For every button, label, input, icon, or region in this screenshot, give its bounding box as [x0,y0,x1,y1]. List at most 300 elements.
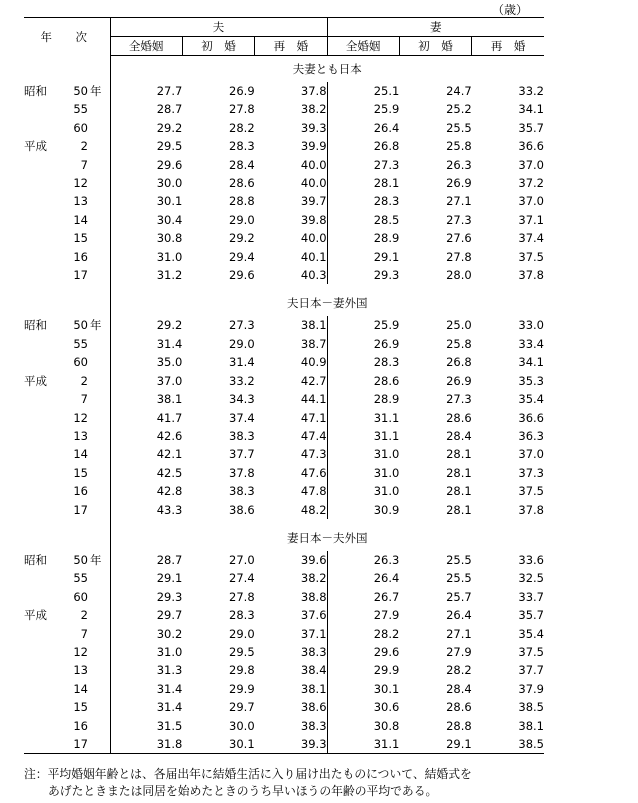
year-cell [24,266,110,284]
value-cell: 25.8 [446,139,472,154]
year-number: 12 [73,410,88,425]
value-cell: 38.5 [518,700,544,715]
value-cell: 25.5 [446,120,472,135]
header-row-1 [24,18,544,37]
table-row [24,390,544,408]
value-cell: 47.1 [300,410,327,425]
value-cell: 38.3 [300,644,327,659]
year-suffix: 年 [90,318,102,333]
year-number: 13 [73,428,88,443]
year-number: 17 [73,737,88,751]
value-cell: 29.1 [399,735,471,754]
value-cell: 40.9 [300,355,327,370]
value-cell: 35.7 [518,608,544,623]
value-cell: 26.8 [446,355,472,370]
value-cell: 38.6 [229,502,255,517]
table-body [24,56,544,754]
value-cell: 31.4 [229,355,255,370]
year-number: 17 [73,502,88,517]
value-cell: 31.8 [110,735,182,754]
value-cell: 27.3 [327,156,399,174]
value-cell: 33.7 [518,589,544,604]
value-cell: 28.3 [229,608,255,623]
value-cell: 28.8 [446,718,472,733]
table-row [24,119,544,137]
value-cell: 27.8 [229,102,255,117]
wife-header: 妻 [327,18,544,37]
year-suffix: 年 [90,84,102,98]
value-cell: 38.3 [229,428,255,443]
value-cell: 43.3 [156,502,183,517]
value-cell: 28.2 [327,625,399,643]
value-cell: 42.8 [156,484,183,499]
value-cell: 47.4 [300,428,327,443]
year-number: 17 [73,268,88,283]
value-cell: 28.9 [327,229,399,247]
value-cell: 37.0 [518,194,544,209]
table-row [24,353,544,371]
table-row [24,551,544,569]
section-header-row [24,290,544,316]
value-cell: 26.9 [446,373,472,388]
year-cell [24,174,110,192]
value-cell: 40.0 [300,176,327,191]
value-cell: 27.6 [446,231,472,246]
value-cell: 31.0 [327,464,399,482]
table-row [24,427,544,445]
year-number: 13 [73,663,88,678]
value-cell: 27.1 [446,626,472,641]
value-cell: 26.3 [446,157,472,172]
year-number: 16 [73,718,88,733]
value-cell: 42.7 [300,373,327,388]
value-cell: 38.1 [300,681,327,696]
value-cell: 38.1 [156,392,183,407]
value-cell: 33.2 [229,373,255,388]
value-cell: 26.9 [229,84,255,98]
value-cell: 35.4 [518,626,544,641]
value-cell: 28.0 [446,268,472,283]
year-cell [24,625,110,643]
value-cell: 30.0 [229,718,255,733]
value-cell: 28.5 [327,211,399,229]
value-cell: 30.2 [156,626,183,641]
table-row [24,569,544,587]
value-cell: 29.5 [156,139,183,154]
table-row [24,156,544,174]
value-cell: 29.3 [327,266,399,284]
value-cell: 41.7 [156,410,183,425]
value-cell: 38.6 [300,700,327,715]
value-cell: 27.7 [156,84,183,98]
year-cell [24,606,110,624]
value-cell: 28.6 [446,410,472,425]
section-year-cell [24,290,110,316]
value-cell: 29.2 [156,120,183,135]
value-cell: 26.8 [327,137,399,155]
value-cell: 25.8 [446,336,472,351]
value-cell: 28.6 [327,372,399,390]
value-cell: 35.3 [518,373,544,388]
value-cell: 25.1 [327,82,399,100]
value-cell: 37.7 [518,663,544,678]
value-cell: 37.5 [518,644,544,659]
value-cell: 37.8 [518,268,544,283]
value-cell: 37.4 [229,410,255,425]
value-cell: 27.3 [229,318,255,333]
value-cell: 42.5 [156,465,183,480]
value-cell: 38.2 [300,571,327,586]
value-cell: 37.1 [518,212,544,227]
table-row [24,409,544,427]
table-row [24,501,544,519]
table-row [24,445,544,463]
era-label: 昭和 [24,84,47,98]
value-cell: 29.9 [327,661,399,679]
era-label: 平成 [24,608,47,623]
value-cell: 37.9 [518,681,544,696]
value-cell: 30.1 [156,194,183,209]
value-cell: 28.6 [446,700,472,715]
value-cell: 39.3 [300,120,327,135]
value-cell: 37.0 [518,157,544,172]
value-cell: 25.7 [446,589,472,604]
year-cell [24,717,110,735]
value-cell: 47.6 [300,465,327,480]
year-number: 50 [73,318,88,333]
footnote [24,766,634,800]
value-cell: 29.9 [229,681,255,696]
value-cell: 29.1 [156,571,183,586]
value-cell: 39.7 [300,194,327,209]
value-cell: 28.4 [446,681,472,696]
value-cell: 26.4 [327,569,399,587]
value-cell: 28.1 [446,447,472,462]
year-cell [24,229,110,247]
value-cell: 27.8 [446,249,472,264]
year-suffix: 年 [90,552,102,567]
value-cell: 40.3 [300,268,327,283]
value-cell: 37.0 [156,373,183,388]
value-cell: 38.3 [300,718,327,733]
era-label: 昭和 [24,318,47,333]
value-cell: 25.5 [446,552,472,567]
year-number: 60 [73,355,88,370]
year-cell [24,569,110,587]
year-cell [24,390,110,408]
value-cell: 38.2 [300,102,327,117]
value-cell: 29.6 [327,643,399,661]
table-row [24,174,544,192]
value-cell: 24.7 [446,84,472,98]
value-cell: 27.3 [446,212,472,227]
value-cell: 47.8 [300,484,327,499]
value-cell: 30.6 [327,698,399,716]
value-cell: 40.1 [300,249,327,264]
sub-header-first-marriage: 初 婚 [182,37,254,56]
year-column-header: 年 次 [24,18,110,56]
section-header-row [24,56,544,83]
year-cell [24,372,110,390]
value-cell: 29.5 [229,644,255,659]
year-number: 2 [80,373,88,388]
year-cell [24,156,110,174]
year-cell [24,137,110,155]
year-cell [24,100,110,118]
value-cell: 37.8 [300,84,327,98]
year-cell [24,248,110,266]
value-cell: 38.3 [229,484,255,499]
year-number: 14 [73,447,88,462]
table-row [24,588,544,606]
value-cell: 28.1 [446,465,472,480]
year-cell [24,735,110,754]
value-cell: 38.8 [300,589,327,604]
value-cell: 26.9 [446,176,472,191]
value-cell: 36.3 [518,428,544,443]
value-cell: 37.3 [518,465,544,480]
sub-header-all-marriage: 全婚姻 [110,37,182,56]
value-cell: 33.0 [518,318,544,333]
year-number: 50 [73,552,88,567]
year-cell [24,211,110,229]
table-row [24,335,544,353]
value-cell: 28.2 [446,663,472,678]
year-number: 55 [73,102,88,117]
table-row [24,100,544,118]
value-cell: 37.4 [518,231,544,246]
value-cell: 29.6 [156,157,183,172]
value-cell: 29.7 [229,700,255,715]
value-cell: 30.8 [327,717,399,735]
value-cell: 25.0 [446,318,472,333]
value-cell: 31.5 [156,718,183,733]
table-row [24,82,544,100]
table-row [24,625,544,643]
value-cell: 40.0 [300,157,327,172]
section-title: 夫日本－妻外国 [287,296,368,311]
value-cell: 28.4 [446,428,472,443]
value-cell: 28.4 [229,157,255,172]
year-number: 55 [73,571,88,586]
year-cell [24,82,110,100]
value-cell: 37.8 [518,502,544,517]
year-cell [24,464,110,482]
value-cell: 32.5 [518,571,544,586]
year-number: 12 [73,176,88,191]
value-cell: 31.1 [327,427,399,445]
value-cell: 26.4 [327,119,399,137]
year-number: 2 [80,608,88,623]
value-cell: 33.4 [518,336,544,351]
value-cell: 35.0 [156,355,183,370]
value-cell: 29.2 [156,318,183,333]
value-cell: 28.3 [229,139,255,154]
value-cell: 39.6 [300,552,327,567]
unit-label: （歳） [492,3,529,17]
table-row [24,643,544,661]
year-cell [24,643,110,661]
year-cell [24,409,110,427]
value-cell: 28.1 [446,502,472,517]
year-cell [24,698,110,716]
value-cell: 28.1 [327,174,399,192]
year-number: 15 [73,231,88,246]
husband-header: 夫 [110,18,327,37]
value-cell: 28.3 [327,353,399,371]
value-cell: 40.0 [300,231,327,246]
table-row [24,211,544,229]
year-cell [24,119,110,137]
value-cell: 25.2 [446,102,472,117]
value-cell: 37.0 [518,447,544,462]
table-row [24,698,544,716]
value-cell: 35.4 [518,392,544,407]
value-cell: 37.7 [229,447,255,462]
value-cell: 28.3 [327,192,399,210]
value-cell: 38.1 [300,318,327,333]
year-cell [24,353,110,371]
table-row [24,137,544,155]
section-title: 夫妻とも日本 [292,62,362,76]
value-cell: 38.4 [300,663,327,678]
year-cell [24,316,110,334]
year-number: 60 [73,120,88,135]
value-cell: 33.6 [518,552,544,567]
value-cell: 39.8 [300,212,327,227]
footnote-line-1: 注：平均婚姻年齢とは、各届出年に結婚生活に入り届け出たものについて、結婚式を [24,767,472,781]
value-cell: 29.0 [229,212,255,227]
year-cell [24,661,110,679]
value-cell: 29.6 [229,268,255,283]
year-cell [24,588,110,606]
value-cell: 26.3 [327,551,399,569]
value-cell: 42.1 [156,447,183,462]
value-cell: 31.0 [156,249,183,264]
value-cell: 30.4 [156,212,183,227]
year-number: 13 [73,194,88,209]
year-cell [24,680,110,698]
year-number: 2 [80,139,88,154]
year-number: 7 [80,157,88,172]
value-cell: 37.2 [518,176,544,191]
year-number: 50 [73,84,88,98]
table-row [24,735,544,754]
value-cell: 27.9 [327,606,399,624]
table-row [24,717,544,735]
value-cell: 29.1 [327,248,399,266]
table-row [24,248,544,266]
value-cell: 31.4 [156,336,183,351]
footnote-line-2: あげたときまたは同居を始めたときのうち早いほうの年齢の平均である。 [48,784,438,798]
table-row [24,372,544,390]
marriage-age-table [24,17,544,754]
value-cell: 44.1 [300,392,327,407]
value-cell: 34.1 [518,355,544,370]
value-cell: 29.4 [229,249,255,264]
era-label: 平成 [24,139,47,154]
value-cell: 39.9 [300,139,327,154]
table-row [24,680,544,698]
value-cell: 37.5 [518,249,544,264]
year-number: 7 [80,392,88,407]
section-year-cell [24,525,110,551]
value-cell: 26.7 [327,588,399,606]
value-cell: 38.1 [518,718,544,733]
value-cell: 37.6 [300,608,327,623]
year-number: 16 [73,484,88,499]
value-cell: 27.4 [229,571,255,586]
sub-header-remarriage: 再 婚 [472,37,544,56]
year-number: 16 [73,249,88,264]
value-cell: 30.1 [327,680,399,698]
value-cell: 27.1 [446,194,472,209]
value-cell: 39.3 [255,735,327,754]
table-row [24,192,544,210]
section-header-row [24,525,544,551]
era-label: 昭和 [24,552,47,567]
value-cell: 30.8 [156,231,183,246]
section-title: 妻日本－夫外国 [287,530,368,545]
value-cell: 29.0 [229,336,255,351]
value-cell: 28.8 [229,194,255,209]
value-cell: 29.8 [229,663,255,678]
sub-header-first-marriage: 初 婚 [399,37,471,56]
value-cell: 34.1 [518,102,544,117]
section-year-cell [24,56,110,83]
value-cell: 27.3 [446,392,472,407]
value-cell: 36.6 [518,139,544,154]
year-cell [24,192,110,210]
value-cell: 26.4 [446,608,472,623]
value-cell: 31.1 [327,735,399,754]
table-row [24,464,544,482]
value-cell: 31.4 [156,681,183,696]
sub-header-all-marriage: 全婚姻 [327,37,399,56]
value-cell: 37.1 [300,626,327,641]
value-cell: 37.5 [518,484,544,499]
value-cell: 35.7 [518,120,544,135]
year-number: 14 [73,212,88,227]
era-label: 平成 [24,373,47,388]
year-cell [24,482,110,500]
value-cell: 47.3 [300,447,327,462]
year-number: 12 [73,644,88,659]
value-cell: 28.1 [446,484,472,499]
value-cell: 42.6 [156,428,183,443]
value-cell: 31.0 [327,482,399,500]
table-row [24,229,544,247]
table-row [24,606,544,624]
value-cell: 28.2 [229,120,255,135]
table-row [24,661,544,679]
value-cell: 28.6 [229,176,255,191]
value-cell: 37.8 [229,465,255,480]
value-cell: 29.7 [156,608,183,623]
table-row [24,482,544,500]
sub-header-remarriage: 再 婚 [255,37,327,56]
value-cell: 27.8 [229,589,255,604]
year-cell [24,335,110,353]
value-cell: 27.0 [229,552,255,567]
value-cell: 34.3 [229,392,255,407]
value-cell: 29.2 [229,231,255,246]
value-cell: 29.3 [156,589,183,604]
value-cell: 31.1 [327,409,399,427]
value-cell: 38.5 [472,735,544,754]
year-number: 15 [73,465,88,480]
value-cell: 30.0 [156,176,183,191]
